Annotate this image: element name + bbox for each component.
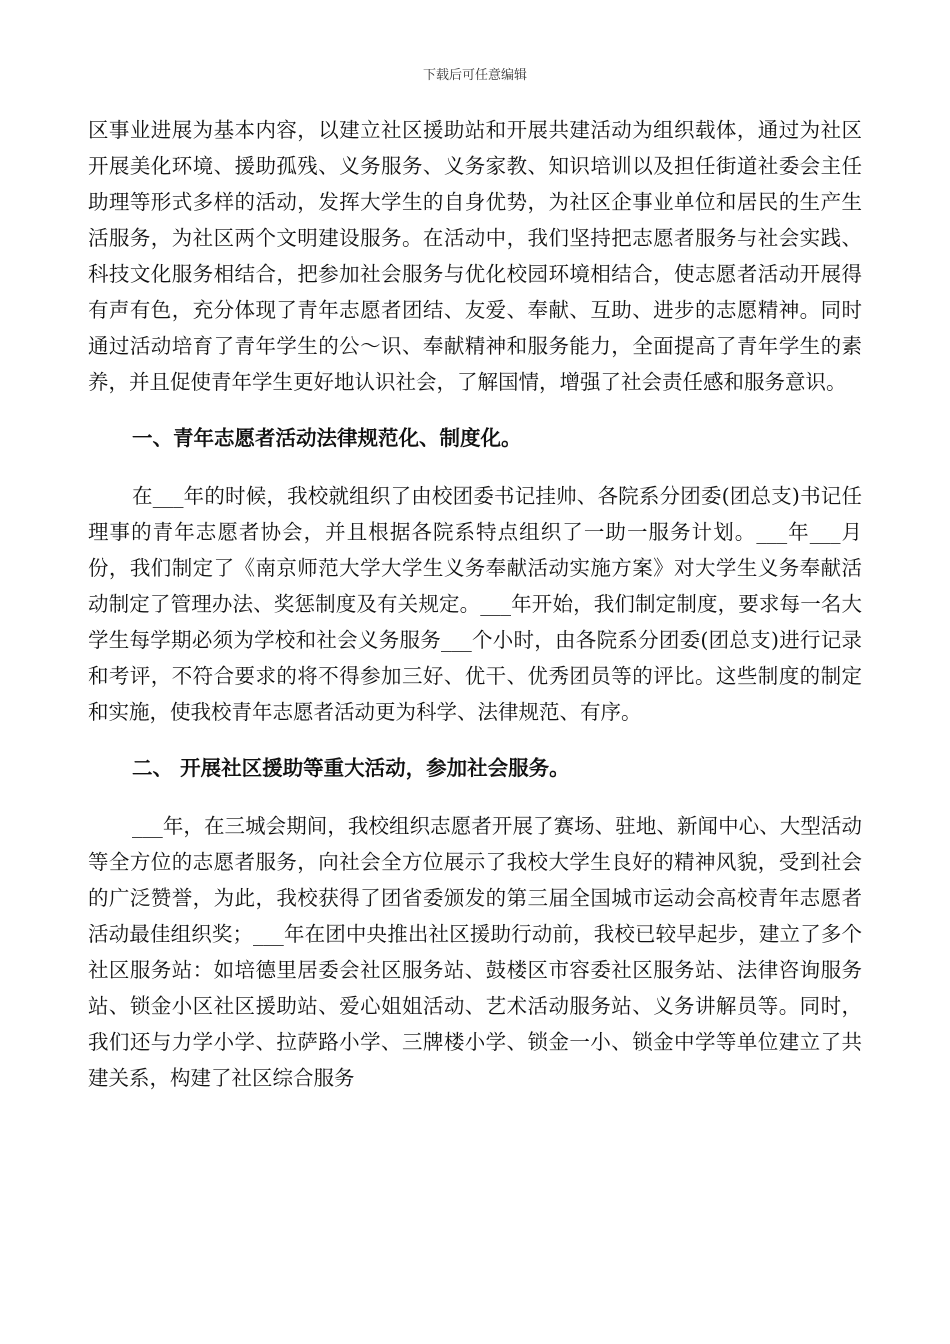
section-heading: 一、青年志愿者活动法律规范化、制度化。: [132, 426, 522, 450]
section-heading: 二、 开展社区援助等重大活动，参加社会服务。: [132, 756, 570, 780]
paragraph: 在___年的时候，我校就组织了由校团委书记挂帅、各院系分团委(团总支)书记任理事的青年志愿者协会，并且根据各院系特点组织了一助一服务计划。___年___月份，我们制定了《南京师范大学大学生义务奉献活动实施方案》对大学生义务奉献活动制定了管理办法、奖惩制度及有关规定。___年开始，我们制定制度，要求每一名大学生每学期必须为学校和社会义务服务___个小时，由各院系分团委(团总支)进行记录和考评，不符合要求的将不得参加三好、优干、优秀团员等的评比。这些制度的制定和实施，使我校青年志愿者活动更为科学、法律规范、有序。: [88, 484, 862, 724]
paragraph: ___年，在三城会期间，我校组织志愿者开展了赛场、驻地、新闻中心、大型活动等全方位的志愿者服务，向社会全方位展示了我校大学生良好的精神风貌，受到社会的广泛赞誉，为此，我校获得了团省委颁发的第三届全国城市运动会高校青年志愿者活动最佳组织奖；___年在团中央推出社区援助行动前，我校已较早起步，建立了多个社区服务站：如培德里居委会社区服务站、鼓楼区市容委社区服务站、法律咨询服务站、锁金小区社区援助站、爱心姐姐活动、艺术活动服务站、义务讲解员等。同时，我们还与力学小学、拉萨路小学、三牌楼小学、锁金一小、锁金中学等单位建立了共建关系，构建了社区综合服务: [88, 814, 862, 1090]
page-header: 下载后可任意编辑: [422, 68, 527, 83]
document-body: [88, 112, 862, 1096]
paragraph: 区事业进展为基本内容，以建立社区援助站和开展共建活动为组织载体，通过为社区开展美化环境、援助孤残、义务服务、义务家教、知识培训以及担任街道社委会主任助理等形式多样的活动，发挥大学生的自身优势，为社区企事业单位和居民的生产生活服务，为社区两个文明建设服务。在活动中，我们坚持把志愿者服务与社会实践、科技文化服务相结合，把参加社会服务与优化校园环境相结合，使志愿者活动开展得有声有色，充分体现了青年志愿者团结、友爱、奉献、互助、进步的志愿精神。同时通过活动培育了青年学生的公～识、奉献精神和服务能力，全面提高了青年学生的素养，并且促使青年学生更好地认识社会，了解国情，增强了社会责任感和服务意识。: [88, 118, 862, 394]
